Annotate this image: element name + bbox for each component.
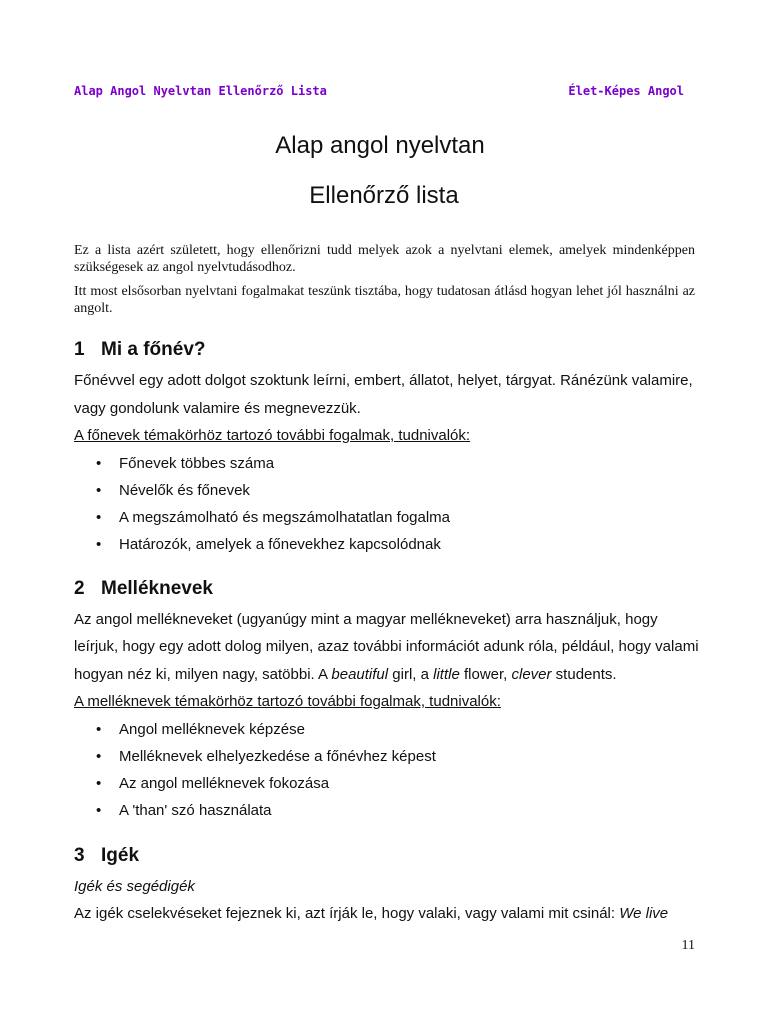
section-heading <box>74 575 704 606</box>
bullet-list <box>74 450 704 558</box>
paragraph-text: Az angol mellékneveket (ugyanúgy mint a magyar mellékneveket) arra használjuk, hogy leírjuk, hogy egy adott dolog milyen, azaz további információt adunk róla, például, hogy valami hogyan néz ki, milyen nagy, satöbbi. A <box>74 610 699 683</box>
section-adjectives <box>74 575 704 824</box>
spacer <box>74 558 704 575</box>
list-item: • A megszámolható és megszámolhatatlan fogalma <box>74 504 704 531</box>
section-number: 2 <box>74 577 85 599</box>
example-word: clever <box>511 665 552 683</box>
page-number: 11 <box>681 938 695 953</box>
section-heading <box>74 336 704 367</box>
example-word: beautiful <box>331 665 389 683</box>
section-paragraph <box>74 900 704 928</box>
list-item: • Az angol melléknevek fokozása <box>74 770 704 797</box>
section-heading <box>74 842 704 873</box>
section-number: 3 <box>74 844 85 866</box>
list-item: • Főnevek többes száma <box>74 450 704 477</box>
section-nouns <box>74 336 704 558</box>
bullet-list <box>74 716 704 824</box>
paragraph-text: flower, <box>459 665 512 683</box>
section-title: Igék <box>101 844 140 866</box>
paragraph-text: students. <box>551 665 617 683</box>
section-verbs <box>74 842 704 928</box>
list-heading: A melléknevek témakörhöz tartozó további fogalmak, tudnivalók: <box>74 693 501 710</box>
list-item: • Határozók, amelyek a főnevekhez kapcsolódnak <box>74 531 704 558</box>
paragraph-text: girl, a <box>388 665 434 683</box>
section-paragraph: Főnévvel egy adott dolgot szoktunk leírni, embert, állatot, helyet, tárgyat. Ránézünk valamire, vagy gondolunk valamire és megnevezzük. <box>74 372 693 417</box>
section-number: 1 <box>74 339 85 360</box>
document-title: Alap angol nyelvtan <box>275 132 485 159</box>
example-word: We live <box>619 905 669 922</box>
section-title: Melléknevek <box>101 577 213 599</box>
list-item: • Névelők és főnevek <box>74 477 704 504</box>
example-word: little <box>433 665 460 683</box>
section-paragraph <box>74 606 704 689</box>
list-item: • Angol melléknevek képzése <box>74 716 704 743</box>
section-subtitle: Igék és segédigék <box>74 877 195 895</box>
intro-paragraph-1: Ez a lista azért született, hogy ellenőrizni tudd melyek azok a nyelvtani elemek, amelyek mindenképpen szükségesek az angol nyelvtudásodhoz. <box>74 243 695 275</box>
running-header-left: Alap Angol Nyelvtan Ellenőrző Lista <box>74 84 327 98</box>
running-header-right: Élet-Képes Angol <box>568 84 684 98</box>
paragraph-text: Az igék cselekvéseket fejeznek ki, azt írják le, hogy valaki, vagy valami mit csinál: <box>74 905 620 922</box>
document-body <box>74 336 704 928</box>
list-item: • Melléknevek elhelyezkedése a főnévhez képest <box>74 743 704 770</box>
intro-paragraph-2: Itt most elsősorban nyelvtani fogalmakat teszünk tisztába, hogy tudatosan átlásd hogyan lehet jól használni az angolt. <box>74 284 695 316</box>
section-title: Mi a főnév? <box>101 339 206 360</box>
document-subtitle: Ellenőrző lista <box>309 182 459 209</box>
list-heading: A főnevek témakörhöz tartozó további fogalmak, tudnivalók: <box>74 427 471 444</box>
spacer <box>74 824 704 842</box>
list-item: • A 'than' szó használata <box>74 797 704 824</box>
